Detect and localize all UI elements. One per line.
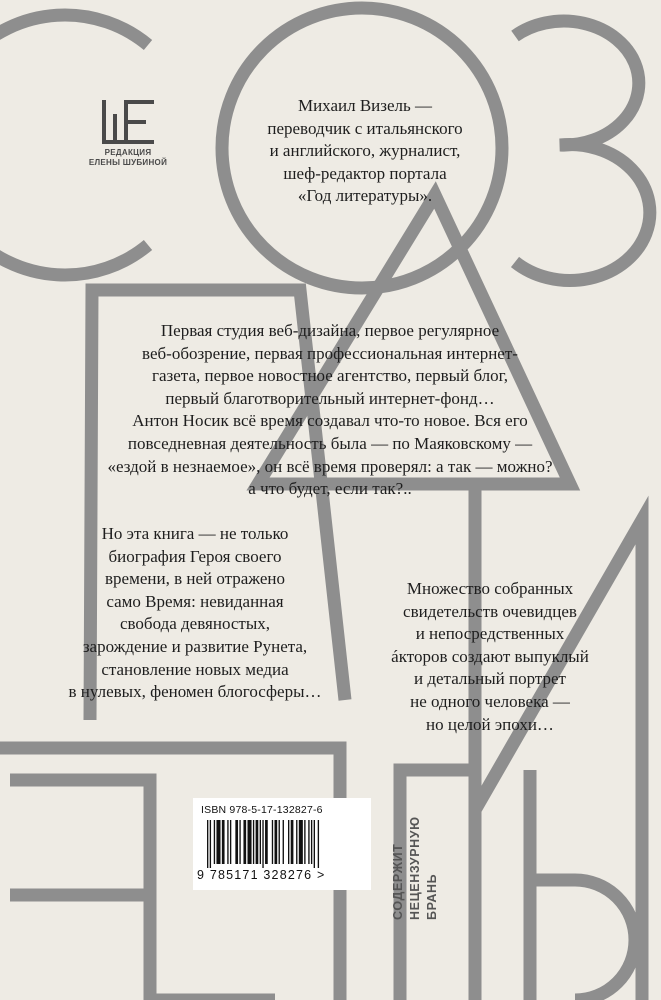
testimony-line: Множество собранных [406, 579, 574, 598]
barcode-stripe [235, 820, 238, 864]
publisher-name [78, 148, 178, 168]
barcode-stripe [283, 820, 284, 864]
ean-digits: 9 785171 328276 > [197, 868, 326, 882]
author-bio-line: и английского, журналист, [269, 141, 461, 161]
testimony-line: и непосредственных [415, 624, 565, 644]
barcode-stripe [314, 820, 315, 868]
barcode-stripe [256, 820, 259, 864]
about-line: становление новых медиа [101, 659, 289, 679]
letter-i [475, 486, 642, 1000]
author-bio-line: переводчик с итальянского [267, 118, 463, 138]
barcode-stripe [304, 820, 305, 864]
barcode-stripe [272, 820, 273, 864]
testimony-line: áкторов создают выпуклый [391, 646, 589, 666]
intro-line: газета, первое новостное агентство, первый блог, [152, 366, 508, 386]
author-bio-line: «Год литературы». [297, 186, 433, 206]
barcode-stripe [227, 820, 228, 864]
about-line: в нулевых, феномен блогосферы… [68, 682, 322, 702]
author-bio-line: Михаил Визель — [297, 96, 433, 115]
barcode-stripe [222, 820, 225, 864]
testimony-line: свидетельств очевидцев [403, 601, 577, 621]
barcode-stripe [288, 820, 289, 864]
testimony-line: но целой эпохи… [426, 714, 554, 734]
intro-line: «ездой в незнаемое», он всё время проверял: а так — можно? [107, 456, 553, 476]
about-line: зарождение и развитие Рунета, [82, 636, 308, 656]
barcode-stripe [308, 820, 309, 864]
about-book-paragraph [45, 523, 345, 704]
about-line: времени, в ней отражено [105, 569, 285, 589]
barcode-stripe [248, 820, 252, 864]
barcode-stripe [279, 820, 280, 864]
barcode-stripe [216, 820, 220, 864]
intro-line: Антон Носик всё время создавал что-то новое. Вся его [132, 411, 528, 431]
testimony-line: не одного человека — [410, 691, 570, 711]
publisher-line-1: РЕДАКЦИЯ [104, 148, 152, 157]
barcode-stripe [262, 820, 263, 868]
intro-line: веб-обозрение, первая профессиональная интернет- [142, 343, 518, 363]
barcode-stripe [318, 820, 319, 868]
intro-line: повседневная деятельность была — по Маяковскому — [127, 433, 533, 453]
barcode-stripe [265, 820, 268, 864]
barcode-stripe [210, 820, 211, 868]
barcode-stripe [311, 820, 312, 864]
barcode-stripe [299, 820, 303, 864]
about-line: свобода девяностых, [119, 614, 271, 634]
barcode-stripe [243, 820, 246, 864]
testimony-line: и детальный портрет [414, 669, 566, 689]
letter-z [515, 21, 650, 280]
about-line: Но эта книга — не только [101, 524, 289, 543]
barcode-stripe [275, 820, 278, 864]
isbn-number: ISBN 978-5-17-132827-6 [201, 804, 323, 816]
intro-paragraph [100, 320, 560, 501]
barcode-stripe [214, 820, 215, 864]
barcode-stripe [260, 820, 261, 864]
barcode-stripe [296, 820, 297, 864]
intro-line: первый благотворительный интернет-фонд… [165, 388, 495, 408]
about-line: само Время: невиданная [106, 591, 284, 611]
barcode-bars [207, 820, 357, 868]
intro-line: Первая студия веб-дизайна, первое регулярное [160, 321, 500, 340]
barcode-stripe [230, 820, 231, 864]
about-line: биография Героя своего [108, 546, 282, 566]
intro-line: а что будет, если так?.. [248, 479, 412, 499]
publisher-logo-mark [102, 100, 154, 144]
testimony-paragraph [380, 578, 600, 736]
publisher-line-2: ЕЛЕНЫ ШУБИНОЙ [88, 158, 168, 167]
author-bio [250, 95, 480, 208]
rating-line-1: СОДЕРЖИТ [391, 843, 405, 920]
rating-line-3: БРАНЬ [425, 873, 439, 920]
isbn-barcode [193, 798, 371, 890]
letter-soft-sign [530, 770, 635, 1000]
rating-line-2: НЕЦЕНЗУРНУЮ [408, 816, 422, 920]
barcode-stripe [291, 820, 294, 864]
rating-notice [390, 790, 441, 920]
author-bio-line: шеф-редактор портала [283, 163, 447, 183]
barcode-stripe [239, 820, 240, 864]
publisher-logo [78, 100, 178, 168]
barcode-stripe [253, 820, 254, 864]
barcode-stripe [207, 820, 208, 868]
